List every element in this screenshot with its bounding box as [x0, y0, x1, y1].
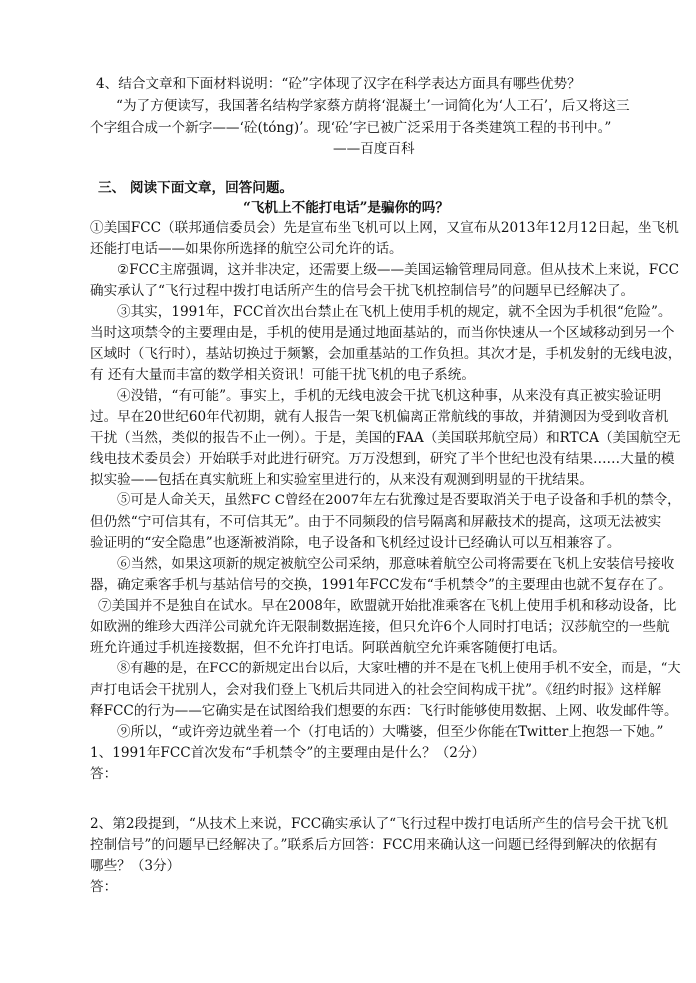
- paragraph-line: 声打电话会干扰别人，会对我们登上飞机后共同进入的社会空间构成干扰”。《纽约时报》这样解: [90, 682, 662, 698]
- paragraph-line: ⑨所以，“或许旁边就坐着一个（打电话的）大嘴婆，但至少你能在Twitter上抱怨一下她。”: [117, 724, 664, 740]
- q4-question: 4、结合文章和下面材料说明：“砼”字体现了汉字在科学表达方面具有哪些优势？: [96, 76, 581, 92]
- paragraph-line: 班允许通过手机连接数据，但不允许打电话。阿联酋航空允许乘客随便打电话。: [90, 640, 566, 656]
- paragraph-line: ⑧有趣的是，在FCC的新规定出台以后，大家吐槽的并不是在飞机上使用手机不安全，而是，“大: [117, 661, 681, 676]
- paragraph-line: 还能打电话——如果你所选择的航空公司允许的话。: [90, 241, 403, 257]
- paragraph-line: 但仍然“宁可信其有，不可信其无”。由于不同频段的信号隔离和屏蔽技术的提高，这项无法被实: [90, 514, 662, 530]
- paragraph-line: 干扰（当然，类似的报告不止一例）。于是，美国的FAA（美国联邦航空局）和RTCA（美国航空无: [90, 430, 681, 446]
- q2-question-line-2: 控制信号”的问题早已经解决了。”联系后方回答：FCC用来确认这一问题已经得到解决的依据有: [90, 837, 658, 853]
- paragraph-line: ②FCC主席强调，这并非决定，还需要上级——美国运输管理局同意。但从技术上来说，FCC: [117, 262, 680, 278]
- paragraph-line: 释FCC的行为——它确实是在试图给我们想要的东西：飞行时能够使用数据、上网、收发邮件等。: [90, 703, 678, 719]
- paragraph-line: ⑤可是人命关天，虽然FC C曾经在2007年左右犹豫过是否要取消关于电子设备和手机的禁令，: [117, 493, 681, 508]
- q1-question: 1、1991年FCC首次发布“手机禁令”的主要理由是什么？（2分）: [90, 745, 486, 761]
- paragraph-line: ⑥当然，如果这项新的规定被航空公司采纳，那意味着航空公司将需要在飞机上安装信号接收: [117, 556, 675, 572]
- paragraph-line: ⑦美国并不是独自在试水。早在2008年，欧盟就开始批准乘客在飞机上使用手机和移动设备，比: [98, 598, 677, 614]
- section-heading: 三、 阅读下面文章，回答问题。: [98, 180, 294, 196]
- q4-quote-line-1: “为了方便读写，我国著名结构学家蔡方荫将‘混凝土’一词简化为‘人工石’，后又将这三: [116, 98, 630, 114]
- paragraph-line: 有 还有大量而丰富的数学相关资讯！可能干扰飞机的电子系统。: [90, 367, 475, 383]
- paragraph-line: 区域时（飞行时），基站切换过于频繁，会加重基站的工作负担。其次才是，手机发射的无线电波，: [90, 346, 682, 362]
- paragraph-line: 当时这项禁令的主要理由是，手机的使用是通过地面基站的，而当你快速从一个区域移动到另一个: [90, 325, 675, 341]
- paragraph-line: ①美国FCC（联邦通信委员会）先是宣布坐飞机可以上网，又宣布从2013年12月12日起，坐飞机: [90, 220, 679, 236]
- q2-question-line-1: 2、第2段提到，“从技术上来说，FCC确实承认了“飞行过程中拨打电话所产生的信号会干扰飞机: [90, 816, 668, 832]
- paragraph-line: ③其实，1991年，FCC首次出台禁止在飞机上使用手机的规定，就不全因为手机很“危险”。: [117, 304, 672, 320]
- article-title: “飞机上不能打电话”是骗你的吗？: [243, 200, 449, 216]
- paragraph-line: 过。早在20世纪60年代初期，就有人报告一架飞机偏离正常航线的事故，并猜测因为受到收音机: [90, 409, 669, 425]
- q1-answer-label: 答：: [90, 766, 118, 782]
- q4-quote-line-2: 个字组合成一个新字——‘砼(tóng)’。现‘砼’字已被广泛采用于各类建筑工程的书刊中。”: [90, 120, 612, 136]
- q2-answer-label: 答：: [90, 879, 118, 895]
- paragraph-line: 确实承认了“飞行过程中拨打电话所产生的信号会干扰飞机控制信号”的问题早已经解决了。: [90, 283, 635, 299]
- q2-question-line-3: 哪些？（3分）: [90, 858, 181, 874]
- paragraph-line: 拟实验——包括在真实航班上和实验室里进行的，从来没有观测到明显的干扰结果。: [90, 472, 593, 488]
- paragraph-line: ④没错，“有可能”。事实上，手机的无线电波会干扰飞机这种事，从来没有真正被实验证明: [117, 388, 662, 404]
- q4-source: ——百度百科: [333, 141, 415, 157]
- paragraph-line: 验证明的“安全隐患”也逐渐被消除，电子设备和飞机经过设计已经确认可以互相兼容了。: [90, 535, 621, 551]
- paragraph-line: 线电技术委员会）开始联手对此进行研究。万万没想到，研究了半个世纪也没有结果……大量的模: [90, 451, 675, 467]
- paragraph-line: 如欧洲的维珍大西洋公司就允许无限制数据连接，但只允许6个人同时打电话；汉莎航空的一些航: [90, 619, 670, 635]
- paragraph-line: 器，确定乘客手机与基站信号的交换，1991年FCC发布“手机禁令”的主要理由也就不复存在了。: [90, 577, 672, 593]
